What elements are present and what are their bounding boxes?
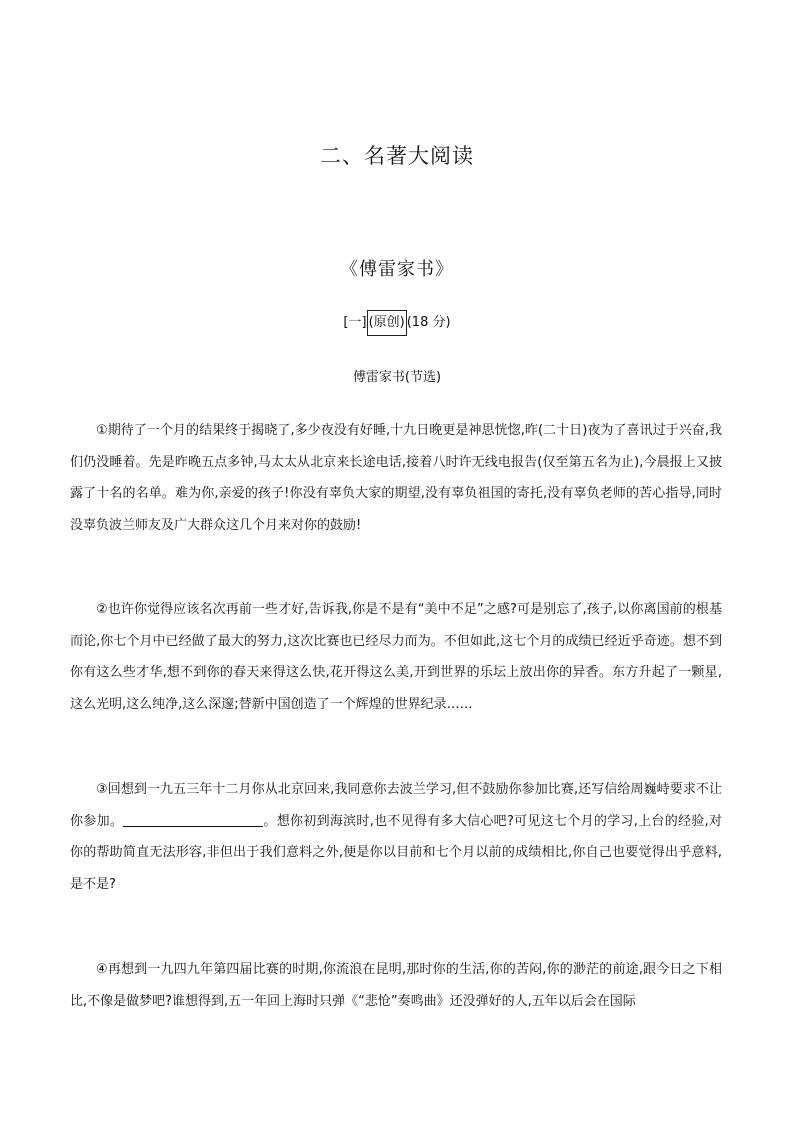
paragraph-1: ①期待了一个月的结果终于揭晓了,多少夜没有好睡,十九日晚更是神思恍惚,昨(二十日)夜为了喜讯过于兴奋,我们仍没睡着。先是昨晚五点多钟,马太太从北京来长途电话,接着八时许无线电报告(仅至第五名为止),今晨报上又披露了十名的名单。难为你,亲爱的孩子!你没有辜负大家的期望,没有辜负祖国的寄托,没有辜负老师的苦心指导,同时没辜负波兰师友及广大群众这几个月来对你的鼓励!	[70, 423, 722, 533]
paragraph-4: ④再想到一九四九年第四届比赛的时期,你流浪在昆明,那时你的生活,你的苦闷,你的渺茫的前途,跟今日之下相比,不像是做梦吧?谁想得到,五一年回上海时只弹《“悲怆”奏鸣曲》还没弹好的人,五年以后会在国际	[70, 962, 722, 1009]
question-number: [一]	[343, 315, 367, 330]
question-score: (18 分)	[406, 315, 451, 330]
paragraph-3	[70, 774, 722, 900]
paragraph-3-before-blank: ③回想到一九五三年十二月你从北京回来,我同意你去波兰学习,但不鼓励你参加比赛,还写信给周巍峙要求不让你参加。	[70, 782, 722, 829]
question-header	[0, 310, 794, 336]
paragraph-2: ②也许你觉得应该名次再前一些才好,告诉我,你是不是有“美中不足”之感?可是别忘了,孩子,以你离国前的根基而论,你七个月中已经做了最大的努力,这次比赛也已经尽力而为。不但如此,这七个月的成绩已经近乎奇迹。想不到你有这么些才华,想不到你的春天来得这么快,花开得这么美,开到世界的乐坛上放出你的异香。东方升起了一颗星,这么光明,这么纯净,这么深邃;替新中国创造了一个辉煌的世界纪录……	[70, 602, 722, 712]
fill-in-blank[interactable]	[123, 812, 263, 827]
section-title: 二、名著大阅读	[320, 144, 474, 168]
original-tag-box: (原创)	[367, 310, 407, 336]
paragraph-3-after-blank: 。想你初到海滨时,也不见得有多大信心吧?可见这七个月的学习,上台的经验,对你的帮助简直无法形容,非但出于我们意料之外,便是你以目前和七个月以前的成绩相比,你自己也要觉得出乎意料,是不是?	[70, 813, 722, 892]
excerpt-title: 傅雷家书(节选)	[352, 370, 442, 385]
book-title: 《傅雷家书》	[340, 259, 454, 280]
